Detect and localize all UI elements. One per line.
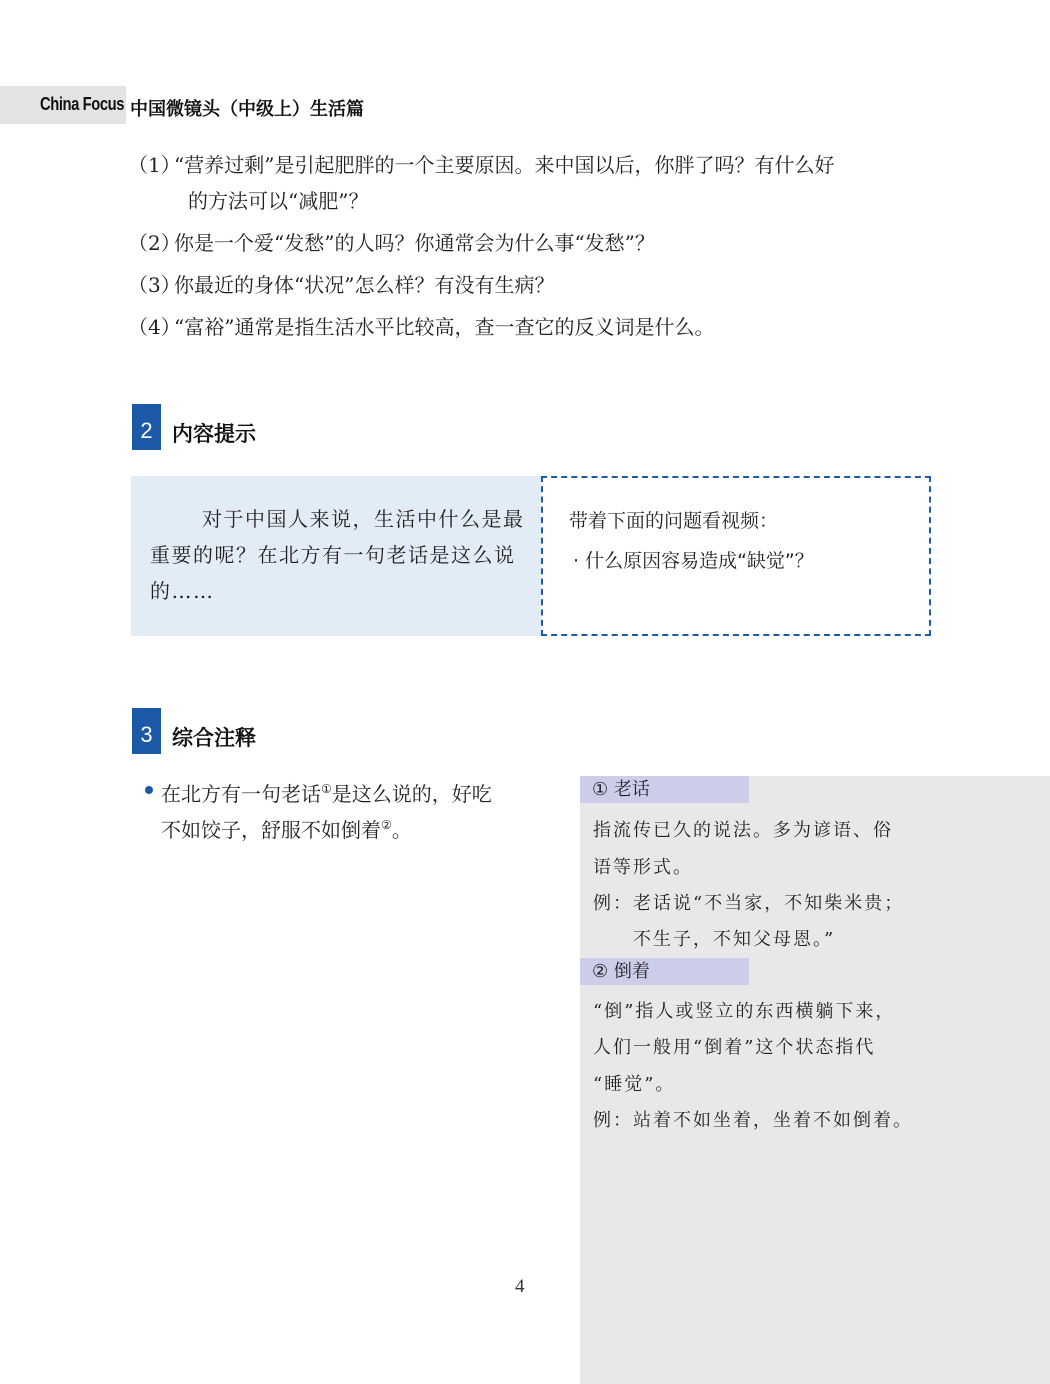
section-title: 综合注释 [172, 726, 256, 750]
intro-box [131, 476, 541, 636]
question-text: “营养过剩”是引起肥胖的一个主要原因。来中国以后，你胖了吗？有什么好 [174, 153, 835, 177]
note-tag-1: ① 老话 [580, 776, 749, 803]
note-2-example: 例：站着不如坐着，坐着不如倒着。 [593, 1110, 913, 1131]
note-1-line: 语等形式。 [593, 857, 693, 878]
viewing-task-title: 带着下面的问题看视频： [569, 510, 779, 532]
question-3 [128, 270, 554, 300]
question-2 [128, 228, 655, 258]
question-1-continued: 的方法可以“减肥”？ [188, 189, 369, 213]
notes-panel [580, 776, 1050, 1384]
sentence-text: 不如饺子，舒服不如倒着 [161, 818, 381, 842]
note-marker-2: ② [381, 818, 392, 832]
bullet-icon [145, 786, 153, 794]
intro-text: 对于中国人来说，生活中什么是最重要的呢？在北方有一句老话是这么说的…… [150, 507, 525, 603]
section-number-badge: 2 [132, 404, 161, 450]
note-1-example: 例：老话说“不当家，不知柴米贵； [593, 893, 905, 914]
question-number: （2） [128, 231, 181, 255]
note-2-line: “倒”指人或竖立的东西横躺下来， [593, 1001, 896, 1022]
sentence-text: 是这么说的，好吃 [331, 782, 492, 806]
page-number: 4 [515, 1276, 525, 1297]
question-number: （3） [128, 273, 181, 297]
example-sentence-line-2 [161, 808, 541, 848]
series-title-cn: 中国微镜头（中级上）生活篇 [130, 99, 364, 120]
section-title: 内容提示 [172, 422, 256, 446]
question-text: “富裕”通常是指生活水平比较高，查一查它的反义词是什么。 [174, 315, 715, 339]
sentence-text: 在北方有一句老话 [161, 782, 321, 806]
question-text: 你是一个爱“发愁”的人吗？你通常会为什么事“发愁”？ [174, 231, 655, 255]
section-number-badge: 3 [132, 708, 161, 754]
series-title-en: China Focus [40, 94, 125, 114]
note-2-line: “睡觉”。 [593, 1074, 676, 1095]
question-text: 你最近的身体“状况”怎么样？有没有生病？ [174, 273, 555, 297]
sentence-text: 。 [391, 818, 412, 842]
note-1-example: 不生子，不知父母恩。” [593, 929, 836, 950]
question-1 [128, 150, 834, 180]
note-2-line: 人们一般用“倒着”这个状态指代 [593, 1037, 876, 1058]
note-1-line: 指流传已久的说法。多为谚语、俗 [593, 820, 893, 841]
example-sentence-line-1 [161, 772, 541, 812]
question-number: （1） [128, 153, 181, 177]
viewing-task-question: · 什么原因容易造成“缺觉”？ [573, 550, 814, 572]
viewing-task-box [541, 476, 931, 636]
question-number: （4） [128, 315, 181, 339]
question-4 [128, 312, 714, 342]
note-tag-2: ② 倒着 [580, 958, 749, 985]
note-marker-1: ① [321, 782, 332, 796]
